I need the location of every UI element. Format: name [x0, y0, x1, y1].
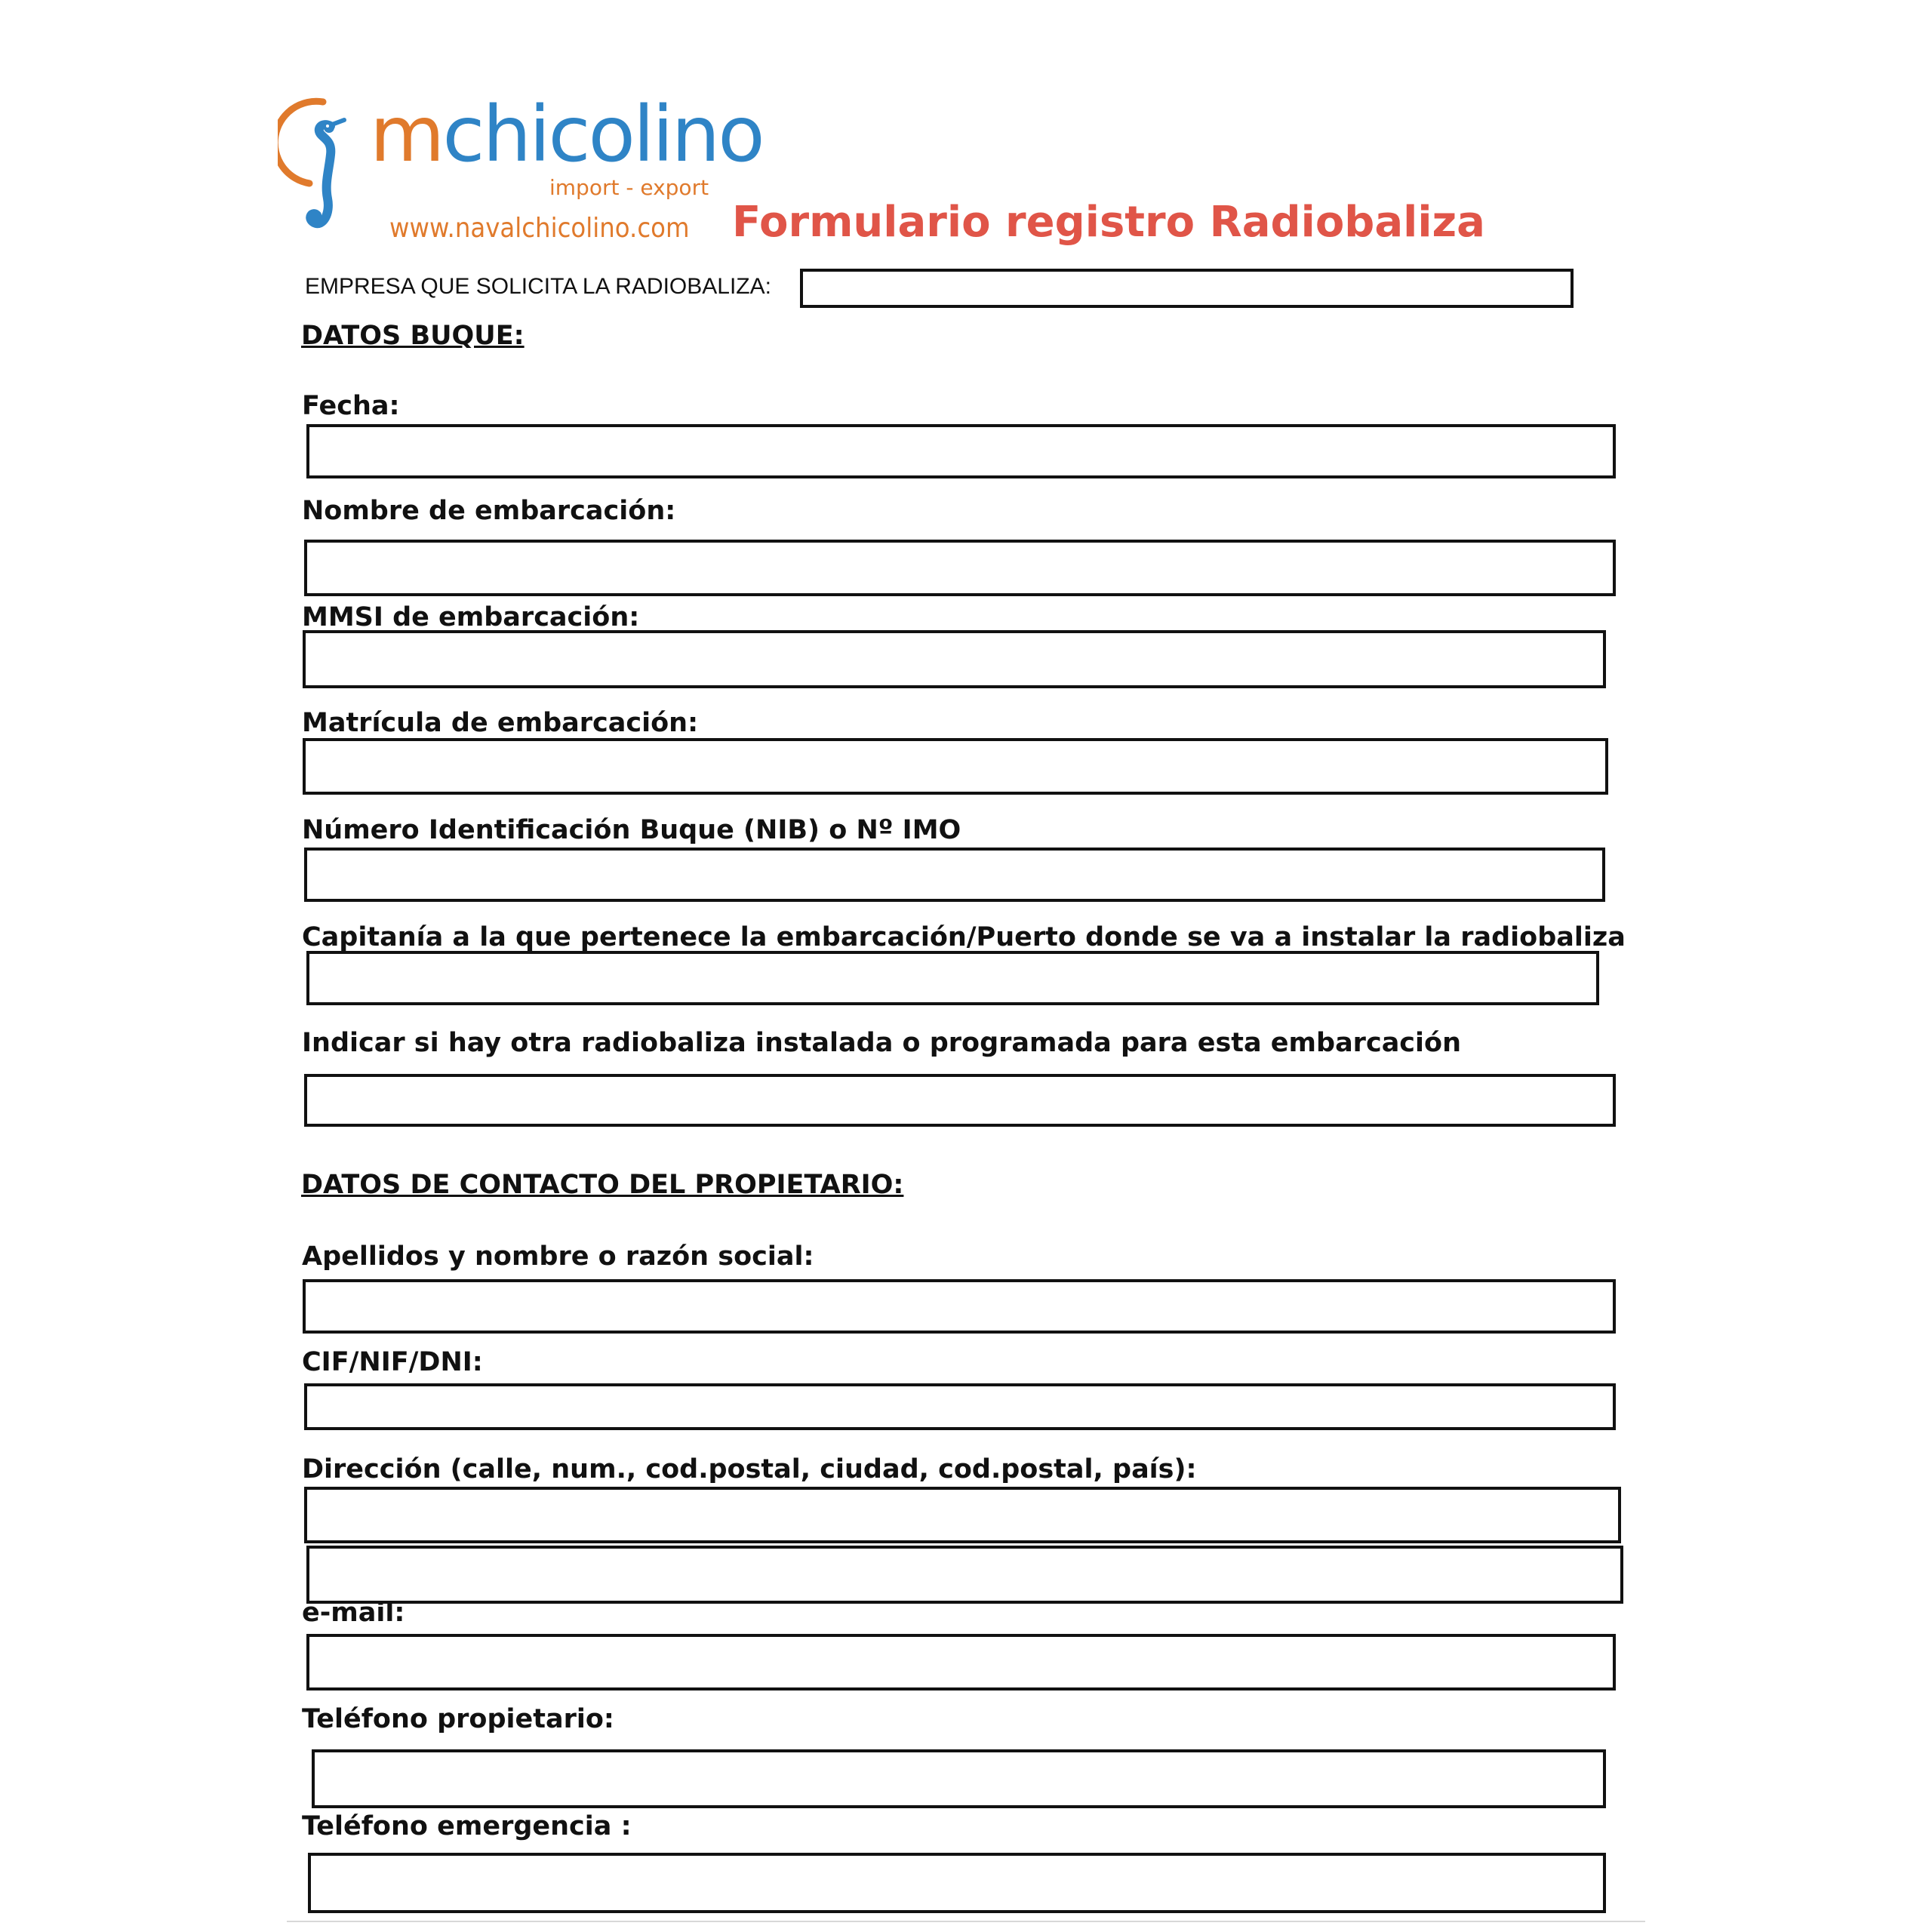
direccion-label: Dirección (calle, num., cod.postal, ciudad, cod.postal, país):: [302, 1454, 1197, 1484]
scan-edge-divider: [287, 1921, 1645, 1922]
nib-input[interactable]: [304, 848, 1605, 902]
matricula-label: Matrícula de embarcación:: [302, 708, 699, 738]
capitania-input[interactable]: [306, 951, 1599, 1005]
company-label: EMPRESA QUE SOLICITA LA RADIOBALIZA:: [305, 274, 771, 299]
section-datos-buque: DATOS BUQUE:: [301, 321, 525, 351]
telefono-emergencia-label: Teléfono emergencia :: [302, 1811, 632, 1841]
tagline: import - export: [549, 175, 709, 200]
website-link[interactable]: www.navalchicolino.com: [389, 213, 690, 244]
seahorse-logo-icon: [278, 94, 368, 245]
telefono-emergencia-input[interactable]: [308, 1853, 1606, 1913]
section-datos-propietario: DATOS DE CONTACTO DEL PROPIETARIO:: [301, 1170, 904, 1200]
apellidos-label: Apellidos y nombre o razón social:: [302, 1241, 814, 1272]
cif-label: CIF/NIF/DNI:: [302, 1347, 483, 1377]
telefono-propietario-label: Teléfono propietario:: [302, 1704, 614, 1734]
email-label: e-mail:: [302, 1598, 405, 1628]
form-title: Formulario registro Radiobaliza: [732, 198, 1485, 247]
brand-m: m: [370, 90, 443, 180]
otra-radiobaliza-input[interactable]: [304, 1074, 1616, 1127]
cif-input[interactable]: [304, 1383, 1616, 1430]
direccion-input-line1[interactable]: [304, 1487, 1621, 1543]
mmsi-label: MMSI de embarcación:: [302, 602, 640, 632]
nib-label: Número Identificación Buque (NIB) o Nº IMO: [302, 815, 961, 845]
nombre-label: Nombre de embarcación:: [302, 496, 676, 526]
brand-rest: chicolino: [442, 90, 763, 180]
fecha-input[interactable]: [306, 424, 1616, 478]
capitania-label: Capitanía a la que pertenece la embarcación/Puerto donde se va a instalar la radiobaliza: [302, 922, 1626, 952]
mmsi-input[interactable]: [303, 630, 1606, 688]
brand-name: [370, 90, 763, 180]
telefono-propietario-input[interactable]: [312, 1749, 1606, 1808]
company-input[interactable]: [800, 269, 1574, 308]
matricula-input[interactable]: [303, 738, 1608, 795]
email-input[interactable]: [306, 1634, 1616, 1690]
direccion-input-line2[interactable]: [306, 1546, 1623, 1604]
apellidos-input[interactable]: [303, 1279, 1616, 1334]
nombre-input[interactable]: [304, 540, 1616, 596]
otra-radiobaliza-label: Indicar si hay otra radiobaliza instalada o programada para esta embarcación: [302, 1028, 1462, 1058]
fecha-label: Fecha:: [302, 391, 400, 421]
